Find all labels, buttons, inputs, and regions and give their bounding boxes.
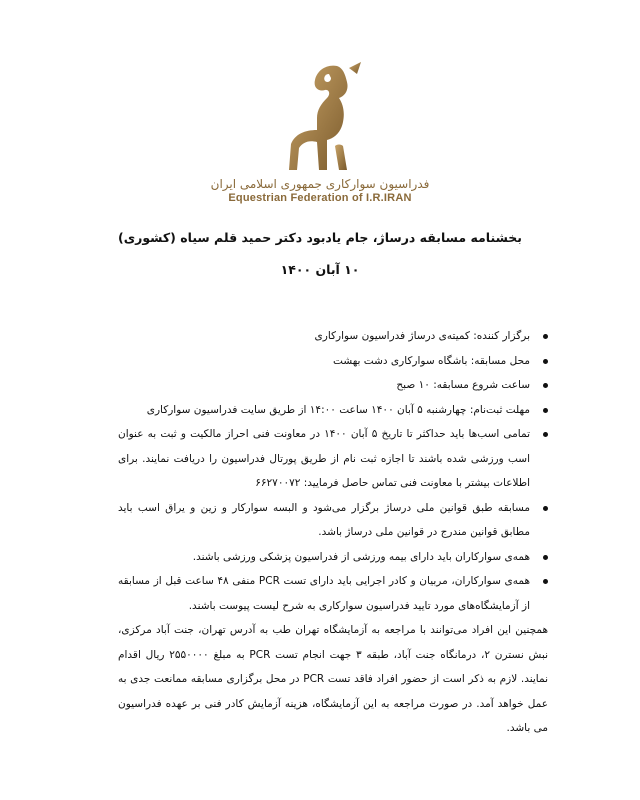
list-item: همه‌ی سوارکاران، مربیان و کادر اجرایی باید دارای تست PCR منفی ۴۸ ساعت قبل از مسابقه از آزمایشگاه‌های مورد تایید فدراسیون سوارکاری به شرح لیست پیوست باشند. — [118, 569, 530, 618]
federation-logo — [0, 60, 640, 204]
list-item: مهلت ثبت‌نام: چهارشنبه ۵ آبان ۱۴۰۰ ساعت ۱۴:۰۰ از طریق سایت فدراسیون سوارکاری — [118, 398, 530, 423]
document-body — [118, 324, 548, 741]
document-title: بخشنامه مسابقه درساژ، جام یادبود دکتر حمید قلم سیاه (کشوری) — [117, 230, 523, 245]
horse-logo-icon — [265, 60, 375, 175]
list-item: ساعت شروع مسابقه: ۱۰ صبح — [118, 373, 530, 398]
list-item: برگزار کننده: کمیته‌ی درساژ فدراسیون سوارکاری — [118, 324, 530, 349]
federation-name-fa: فدراسیون سوارکاری جمهوری اسلامی ایران — [210, 177, 430, 191]
federation-name-en: Equestrian Federation of I.R.IRAN — [228, 192, 412, 204]
list-item: محل مسابقه: باشگاه سوارکاری دشت بهشت — [118, 349, 530, 374]
list-item: تمامی اسب‌ها باید حداکثر تا تاریخ ۵ آبان ۱۴۰۰ در معاونت فنی احراز مالکیت و ثبت به عنوان اسب ورزشی شده باشند تا اجازه ثبت نام از طریق پورتال فدراسیون را دریافت نمایند. برای اطلاعات بیشتر با معاونت فنی تماس حاصل فرمایید: ۶۶۲۷۰۰۷۲ — [118, 422, 530, 496]
list-item: مسابقه طبق قوانین ملی درساژ برگزار می‌شود و البسه سوارکار و زین و یراق اسب باید مطابق قوانین مندرج در قوانین ملی درساژ باشد. — [118, 496, 530, 545]
pcr-lab-note: همچنین این افراد می‌توانند با مراجعه به آزمایشگاه تهران طب به آدرس تهران، جنت آباد مرکزی، نبش نسترن ۲، درمانگاه جنت آباد، طبقه ۳ جهت انجام تست PCR به مبلغ ۲۵۵۰۰۰۰ ریال اقدام نمایند. لازم به ذکر است از حضور افراد فاقد تست PCR در محل برگزاری مسابقه ممانعت جدی به عمل خواهد آمد. در صورت مراجعه به این آزمایشگاه، هزینه آزمایش کادر فنی بر عهده فدراسیون می باشد. — [118, 624, 548, 734]
rules-list — [118, 324, 548, 618]
document-date: ۱۰ آبان ۱۴۰۰ — [280, 262, 360, 277]
list-item: همه‌ی سوارکاران باید دارای بیمه ورزشی از فدراسیون پزشکی ورزشی باشند. — [118, 545, 530, 570]
